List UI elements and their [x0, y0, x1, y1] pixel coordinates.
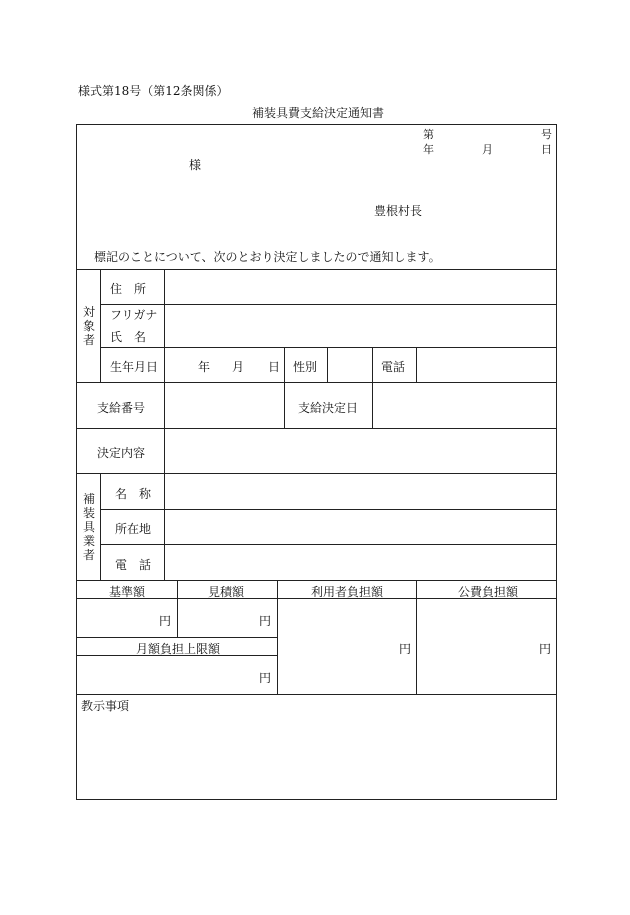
- rule: [100, 304, 557, 305]
- public-burden-label: 公費負担額: [458, 585, 519, 599]
- date-tsuki: 月: [482, 143, 493, 156]
- frame-left: [76, 124, 77, 800]
- notice-text: 標記のことについて、次のとおり決定しましたので通知します。: [94, 250, 441, 264]
- subject-group-label: 対象者: [82, 305, 95, 347]
- vendor-location-label: 所在地: [115, 522, 152, 536]
- rule: [177, 580, 178, 637]
- frame-right: [556, 124, 557, 800]
- user-burden-label: 利用者負担額: [311, 585, 384, 599]
- yen-user-burden: 円: [399, 642, 412, 656]
- decision-date-label: 支給決定日: [298, 401, 359, 415]
- rule: [76, 473, 557, 474]
- estimate-amount-label: 見積額: [208, 585, 245, 599]
- rule: [372, 347, 373, 428]
- rule: [327, 347, 328, 382]
- decision-content-label: 決定内容: [97, 446, 146, 460]
- rule: [76, 428, 557, 429]
- standard-amount-label: 基準額: [109, 585, 146, 599]
- document-title: 補装具費支給決定通知書: [252, 106, 385, 120]
- rule: [76, 580, 557, 581]
- issuer: 豊根村長: [374, 204, 423, 218]
- birth-day: 日: [268, 360, 281, 374]
- date-nen: 年: [423, 143, 434, 156]
- frame-bottom: [76, 799, 557, 800]
- rule: [100, 473, 101, 580]
- rule: [416, 580, 417, 694]
- furigana-label: フリガナ: [110, 308, 158, 322]
- name-label: 氏 名: [110, 330, 147, 344]
- rule: [277, 580, 278, 694]
- yen-estimate: 円: [259, 614, 272, 628]
- rule: [164, 269, 165, 580]
- yen-monthly-limit: 円: [259, 671, 272, 685]
- vendor-phone-label: 電 話: [115, 558, 152, 572]
- address-label: 住 所: [110, 282, 147, 296]
- remarks-label: 教示事項: [81, 699, 130, 713]
- frame-top: [76, 124, 557, 125]
- rule: [76, 269, 557, 270]
- rule: [284, 347, 285, 428]
- yen-public-burden: 円: [539, 642, 552, 656]
- date-hi: 日: [541, 143, 552, 156]
- payment-number-label: 支給番号: [97, 401, 146, 415]
- rule: [76, 637, 277, 638]
- rule: [100, 509, 557, 510]
- rule: [76, 694, 557, 695]
- vendor-group-label: 補装具業者: [82, 492, 95, 562]
- number-go: 号: [541, 128, 552, 141]
- rule: [416, 347, 417, 382]
- number-dai: 第: [423, 128, 434, 141]
- rule: [100, 544, 557, 545]
- birth-year: 年: [198, 360, 211, 374]
- rule: [76, 382, 557, 383]
- rule: [100, 347, 557, 348]
- sex-label: 性別: [293, 360, 318, 374]
- vendor-name-label: 名 称: [115, 487, 152, 501]
- birth-month: 月: [232, 360, 245, 374]
- addressee-sama: 様: [189, 158, 202, 172]
- yen-standard: 円: [159, 614, 172, 628]
- phone-label: 電話: [381, 360, 406, 374]
- birth-label: 生年月日: [110, 360, 159, 374]
- monthly-limit-label: 月額負担上限額: [136, 642, 221, 656]
- form-label: 様式第18号（第12条関係）: [78, 84, 229, 98]
- rule: [100, 269, 101, 382]
